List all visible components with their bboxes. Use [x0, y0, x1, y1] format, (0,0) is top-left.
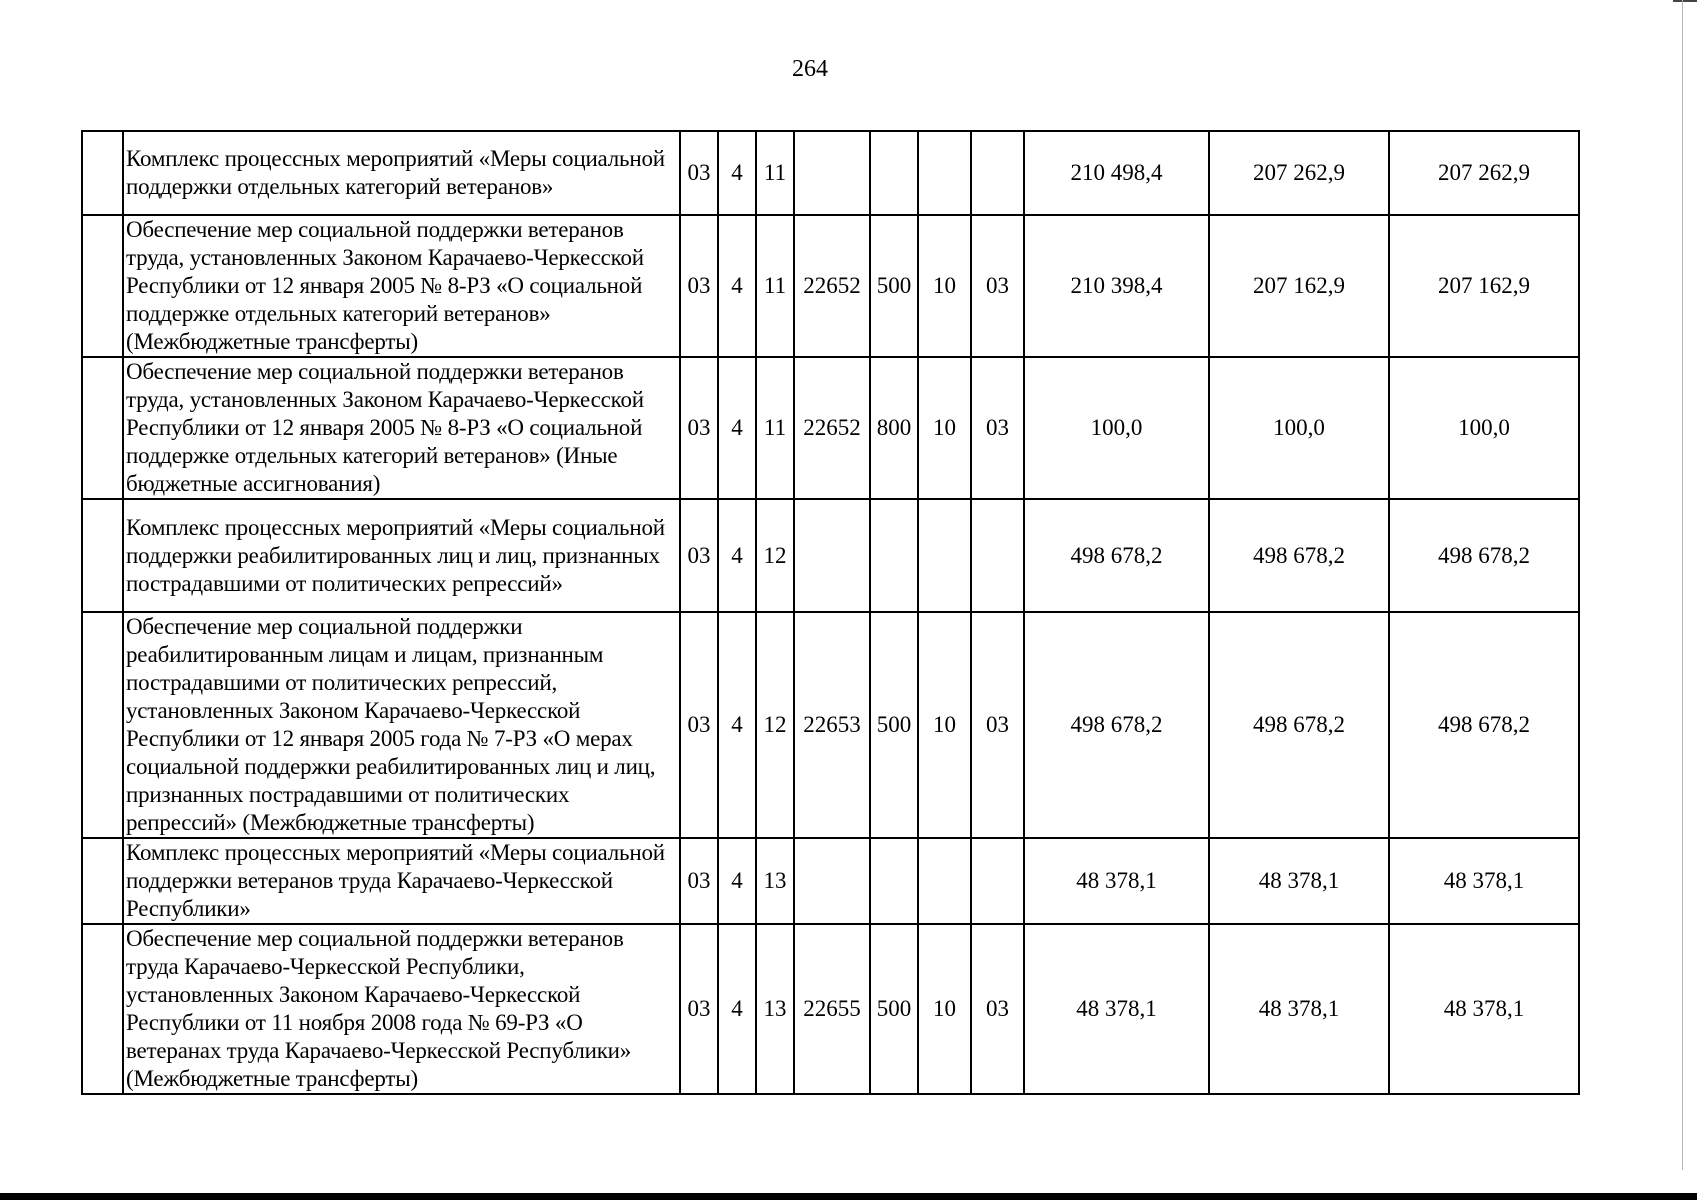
code-cell — [870, 499, 918, 612]
row-name: Обеспечение мер социальной поддержки ветеранов труда, установленных Законом Карачаево-Черкесской Республики от 12 января 2005 № 8-РЗ «О социальной поддержке отдельных категорий ветеранов» (Межбюджетные трансферты) — [123, 215, 680, 357]
code-cell — [794, 838, 870, 924]
budget-table — [81, 130, 1580, 1095]
code-cell: 10 — [918, 924, 971, 1094]
page-number: 264 — [792, 56, 828, 82]
code-cell — [870, 838, 918, 924]
table-body — [82, 131, 1579, 1094]
code-cell: 12 — [756, 612, 794, 838]
table-row — [82, 499, 1579, 612]
code-cell: 10 — [918, 612, 971, 838]
code-cell: 4 — [718, 924, 756, 1094]
blank-cell — [82, 499, 123, 612]
code-cell: 03 — [971, 357, 1024, 499]
amount-cell: 498 678,2 — [1209, 612, 1389, 838]
code-cell — [794, 499, 870, 612]
scan-edge-line — [1682, 0, 1683, 1170]
code-cell: 500 — [870, 612, 918, 838]
amount-cell: 207 162,9 — [1389, 215, 1579, 357]
table-row — [82, 215, 1579, 357]
amount-cell: 207 262,9 — [1389, 131, 1579, 215]
amount-cell: 48 378,1 — [1389, 924, 1579, 1094]
code-cell: 12 — [756, 499, 794, 612]
scan-edge-mark — [1673, 0, 1697, 2]
amount-cell: 498 678,2 — [1389, 499, 1579, 612]
code-cell: 800 — [870, 357, 918, 499]
amount-cell: 48 378,1 — [1024, 838, 1209, 924]
row-name: Комплекс процессных мероприятий «Меры социальной поддержки реабилитированных лиц и лиц, признанных пострадавшими от политических репрессий» — [123, 499, 680, 612]
code-cell: 4 — [718, 612, 756, 838]
code-cell: 10 — [918, 215, 971, 357]
row-name: Комплекс процессных мероприятий «Меры социальной поддержки ветеранов труда Карачаево-Черкесской Республики» — [123, 838, 680, 924]
code-cell: 22652 — [794, 215, 870, 357]
code-cell: 13 — [756, 924, 794, 1094]
code-cell: 03 — [971, 924, 1024, 1094]
code-cell: 11 — [756, 357, 794, 499]
code-cell: 22652 — [794, 357, 870, 499]
code-cell: 4 — [718, 357, 756, 499]
code-cell: 11 — [756, 215, 794, 357]
code-cell: 03 — [680, 924, 718, 1094]
code-cell — [870, 131, 918, 215]
scan-bottom-border — [0, 1193, 1697, 1200]
code-cell — [971, 838, 1024, 924]
table-row — [82, 131, 1579, 215]
code-cell: 03 — [680, 612, 718, 838]
row-name: Комплекс процессных мероприятий «Меры социальной поддержки отдельных категорий ветеранов» — [123, 131, 680, 215]
code-cell: 10 — [918, 357, 971, 499]
code-cell: 03 — [680, 499, 718, 612]
blank-cell — [82, 612, 123, 838]
code-cell: 22653 — [794, 612, 870, 838]
code-cell — [794, 131, 870, 215]
amount-cell: 48 378,1 — [1389, 838, 1579, 924]
amount-cell: 498 678,2 — [1024, 499, 1209, 612]
blank-cell — [82, 838, 123, 924]
code-cell: 500 — [870, 924, 918, 1094]
blank-cell — [82, 357, 123, 499]
row-name: Обеспечение мер социальной поддержки ветеранов труда Карачаево-Черкесской Республики, установленных Законом Карачаево-Черкесской Республики от 11 ноября 2008 года № 69-РЗ «О ветеранах труда Карачаево-Черкесской Республики» (Межбюджетные трансферты) — [123, 924, 680, 1094]
code-cell: 4 — [718, 499, 756, 612]
amount-cell: 207 162,9 — [1209, 215, 1389, 357]
blank-cell — [82, 215, 123, 357]
blank-cell — [82, 131, 123, 215]
row-name: Обеспечение мер социальной поддержки реабилитированным лицам и лицам, признанным пострадавшими от политических репрессий, установленных Законом Карачаево-Черкесской Республики от 12 января 2005 года № 7-РЗ «О мерах социальной поддержки реабилитированных лиц и лиц, признанных пострадавшими от политических репрессий» (Межбюджетные трансферты) — [123, 612, 680, 838]
code-cell: 22655 — [794, 924, 870, 1094]
code-cell — [918, 131, 971, 215]
code-cell: 03 — [680, 357, 718, 499]
code-cell: 03 — [971, 612, 1024, 838]
code-cell — [971, 499, 1024, 612]
table-row — [82, 612, 1579, 838]
code-cell: 03 — [680, 838, 718, 924]
row-name: Обеспечение мер социальной поддержки ветеранов труда, установленных Законом Карачаево-Черкесской Республики от 12 января 2005 № 8-РЗ «О социальной поддержке отдельных категорий ветеранов» (Иные бюджетные ассигнования) — [123, 357, 680, 499]
amount-cell: 48 378,1 — [1024, 924, 1209, 1094]
code-cell: 03 — [971, 215, 1024, 357]
code-cell: 500 — [870, 215, 918, 357]
amount-cell: 498 678,2 — [1389, 612, 1579, 838]
code-cell: 11 — [756, 131, 794, 215]
code-cell: 4 — [718, 215, 756, 357]
code-cell: 03 — [680, 131, 718, 215]
amount-cell: 48 378,1 — [1209, 924, 1389, 1094]
amount-cell: 48 378,1 — [1209, 838, 1389, 924]
amount-cell: 498 678,2 — [1024, 612, 1209, 838]
amount-cell: 210 398,4 — [1024, 215, 1209, 357]
code-cell — [918, 499, 971, 612]
amount-cell: 210 498,4 — [1024, 131, 1209, 215]
code-cell: 4 — [718, 131, 756, 215]
code-cell: 13 — [756, 838, 794, 924]
code-cell: 4 — [718, 838, 756, 924]
code-cell — [918, 838, 971, 924]
amount-cell: 100,0 — [1024, 357, 1209, 499]
amount-cell: 100,0 — [1389, 357, 1579, 499]
code-cell: 03 — [680, 215, 718, 357]
amount-cell: 100,0 — [1209, 357, 1389, 499]
table-row — [82, 357, 1579, 499]
table-row — [82, 838, 1579, 924]
blank-cell — [82, 924, 123, 1094]
amount-cell: 207 262,9 — [1209, 131, 1389, 215]
code-cell — [971, 131, 1024, 215]
amount-cell: 498 678,2 — [1209, 499, 1389, 612]
table-row — [82, 924, 1579, 1094]
